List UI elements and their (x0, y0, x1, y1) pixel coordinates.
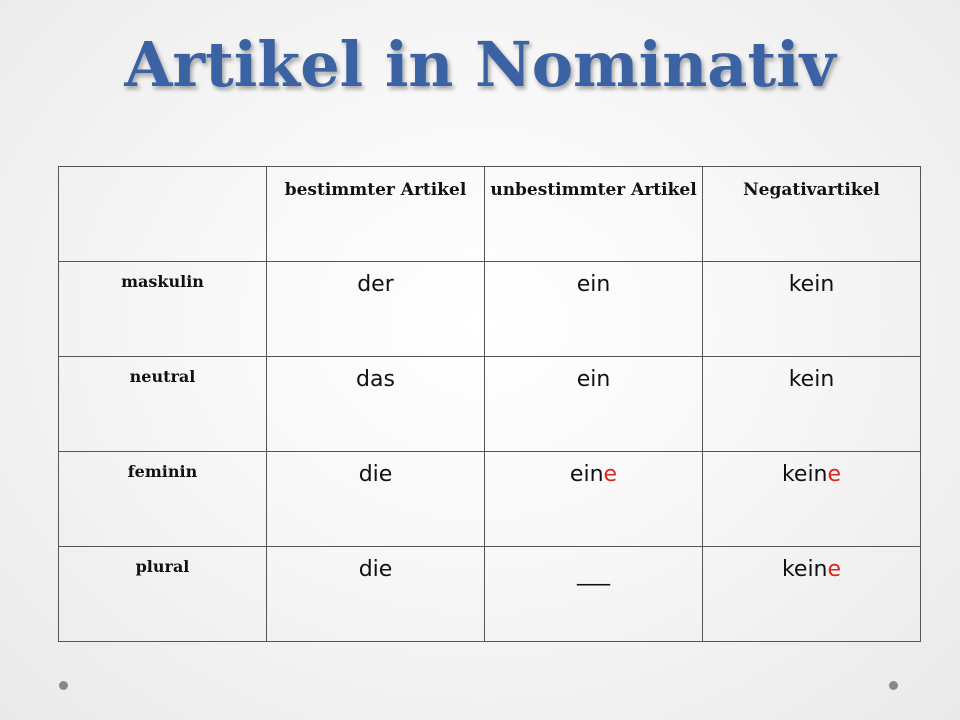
row-label-cell (59, 452, 267, 547)
negativ-cell: kein (703, 262, 921, 357)
bestimmt-cell: die (267, 547, 485, 642)
row-label-plural: plural (135, 557, 190, 576)
slide-title: Artikel in Nominativ (124, 28, 836, 101)
table-row (59, 547, 921, 642)
decorative-dot-left (59, 681, 68, 690)
row-label-neutral: neutral (129, 367, 196, 386)
header-unbestimmter-artikel: unbestimmter Artikel (490, 180, 697, 200)
unbestimmt-cell: eine (485, 452, 703, 547)
row-label-cell (59, 357, 267, 452)
row-label-cell (59, 547, 267, 642)
negativ-cell: keine (703, 452, 921, 547)
negativ-cell: kein (703, 357, 921, 452)
table-row (59, 452, 921, 547)
table-header-row (59, 167, 921, 262)
table-row (59, 357, 921, 452)
header-cell-unbestimmt (485, 167, 703, 262)
negativ-cell: keine (703, 547, 921, 642)
header-cell-empty (59, 167, 267, 262)
decorative-dot-right (889, 681, 898, 690)
unbestimmt-cell: ein (485, 357, 703, 452)
table-row (59, 262, 921, 357)
header-negativartikel: Negativartikel (743, 180, 880, 200)
row-label-maskulin: maskulin (121, 272, 204, 291)
bestimmt-cell: der (267, 262, 485, 357)
header-cell-negativ (703, 167, 921, 262)
blank-placeholder: ___ (577, 561, 610, 586)
unbestimmt-cell: ein (485, 262, 703, 357)
row-label-feminin: feminin (127, 462, 198, 481)
header-cell-bestimmt (267, 167, 485, 262)
article-table (58, 166, 921, 642)
header-bestimmter-artikel: bestimmter Artikel (284, 180, 467, 200)
row-label-cell (59, 262, 267, 357)
unbestimmt-cell (485, 547, 703, 642)
bestimmt-cell: das (267, 357, 485, 452)
bestimmt-cell: die (267, 452, 485, 547)
